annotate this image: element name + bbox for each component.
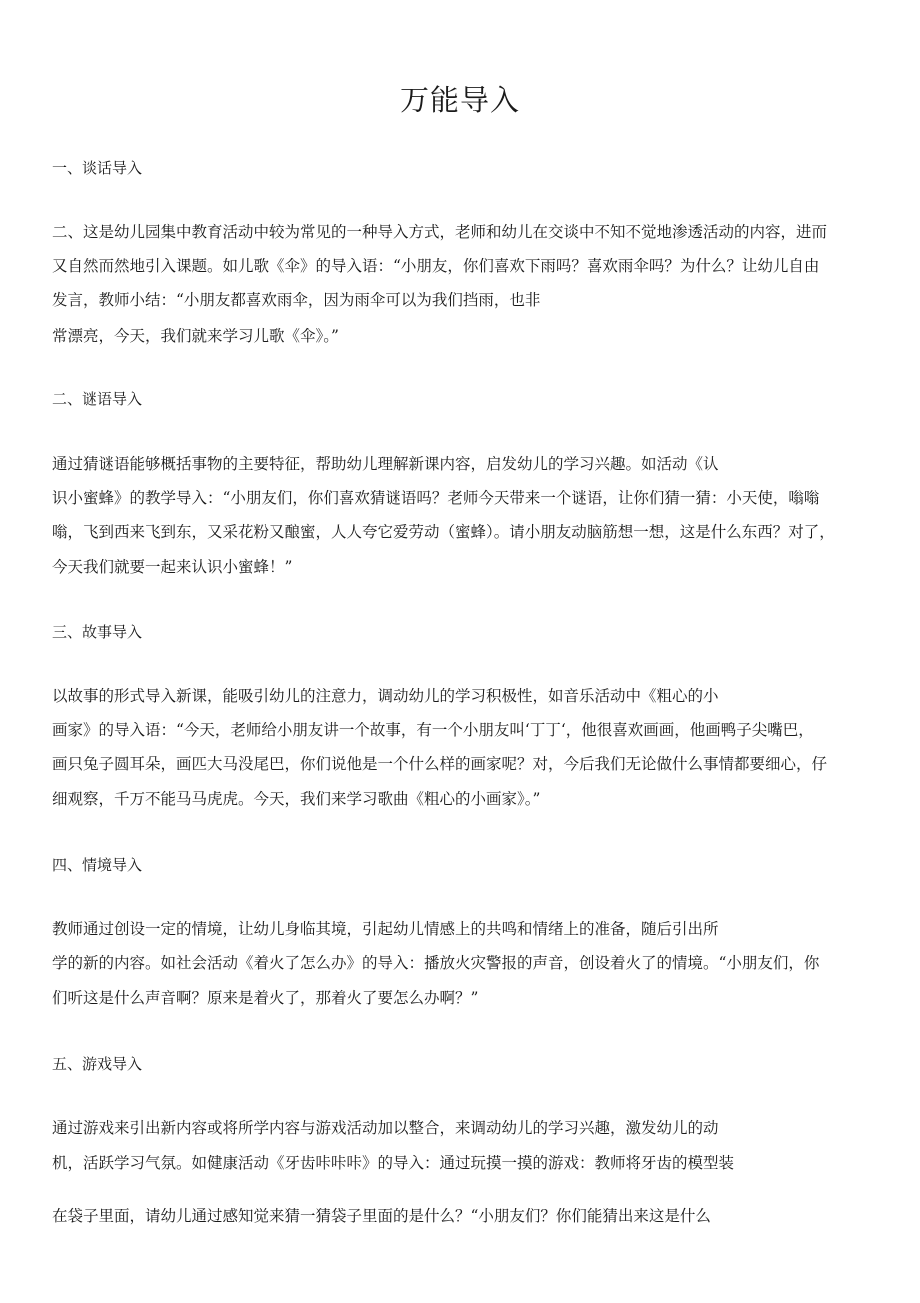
paragraph-line: 今天我们就要一起来认识小蜜蜂！” — [52, 558, 293, 576]
paragraph-line: 在袋子里面，请幼儿通过感知觉来猜一猜袋子里面的是什么？“小朋友们？你们能猜出来这是什么 — [52, 1207, 711, 1225]
paragraph-line: 通过游戏来引出新内容或将所学内容与游戏活动加以整合，来调动幼儿的学习兴趣，激发幼儿的动 — [52, 1119, 719, 1137]
paragraph-line: 教师通过创设一定的情境，让幼儿身临其境，引起幼儿情感上的共鸣和情绪上的准备，随后引出所 — [52, 920, 719, 938]
paragraph-line: 识小蜜蜂》的教学导入：“小朋友们，你们喜欢猜谜语吗？老师今天带来一个谜语，让你们猜一猜：小天使，嗡嗡 — [52, 489, 820, 507]
paragraph-line: 常漂亮，今天，我们就来学习儿歌《伞》。” — [52, 327, 339, 345]
section-heading: 一、谈话导入 — [52, 159, 143, 177]
paragraph-line: 画只兔子圆耳朵，画匹大马没尾巴，你们说他是一个什么样的画家呢？对，今后我们无论做什么事情都要细心，仔 — [52, 755, 828, 773]
paragraph-line: 细观察，千万不能马马虎虎。今天，我们来学习歌曲《粗心的小画家》。” — [52, 790, 541, 808]
paragraph-line: 二、这是幼儿园集中教育活动中较为常见的一种导入方式，老师和幼儿在交谈中不知不觉地渗透活动的内容，进而 — [52, 223, 828, 241]
paragraph-line: 又自然而然地引入课题。如儿歌《伞》的导入语：“小朋友，你们喜欢下雨吗？喜欢雨伞吗？为什么？让幼儿自由 — [52, 257, 820, 275]
paragraph-line: 发言，教师小结：“小朋友都喜欢雨伞，因为雨伞可以为我们挡雨，也非 — [52, 291, 541, 309]
page-title: 万能导入 — [399, 83, 520, 117]
section-heading: 二、谜语导入 — [52, 390, 143, 408]
paragraph-line: 以故事的形式导入新课，能吸引幼儿的注意力，调动幼儿的学习积极性，如音乐活动中《粗心的小 — [52, 687, 719, 705]
paragraph-line: 机，活跃学习气氛。如健康活动《牙齿咔咔咔》的导入：通过玩摸一摸的游戏：教师将牙齿的模型装 — [52, 1154, 735, 1172]
section-heading: 三、故事导入 — [52, 623, 143, 641]
section-heading: 四、情境导入 — [52, 856, 143, 874]
paragraph-line: 通过猜谜语能够概括事物的主要特征，帮助幼儿理解新课内容，启发幼儿的学习兴趣。如活动《认 — [52, 455, 719, 473]
paragraph-line: 们听这是什么声音啊？原来是着火了，那着火了要怎么办啊？” — [52, 989, 479, 1007]
paragraph-line: 嗡，飞到西来飞到东，又采花粉又酿蜜，人人夸它爱劳动（蜜蜂）。请小朋友动脑筋想一想，这是什么东西？对了， — [52, 523, 835, 541]
paragraph-line: 画家》的导入语：“今天，老师给小朋友讲一个故事，有一个小朋友叫‘丁丁‘，他很喜欢画画，他画鸭子尖嘴巴， — [52, 721, 814, 739]
paragraph-line: 学的新的内容。如社会活动《着火了怎么办》的导入：播放火灾警报的声音，创设着火了的情境。“小朋友们，你 — [52, 954, 820, 972]
section-heading: 五、游戏导入 — [52, 1055, 143, 1073]
